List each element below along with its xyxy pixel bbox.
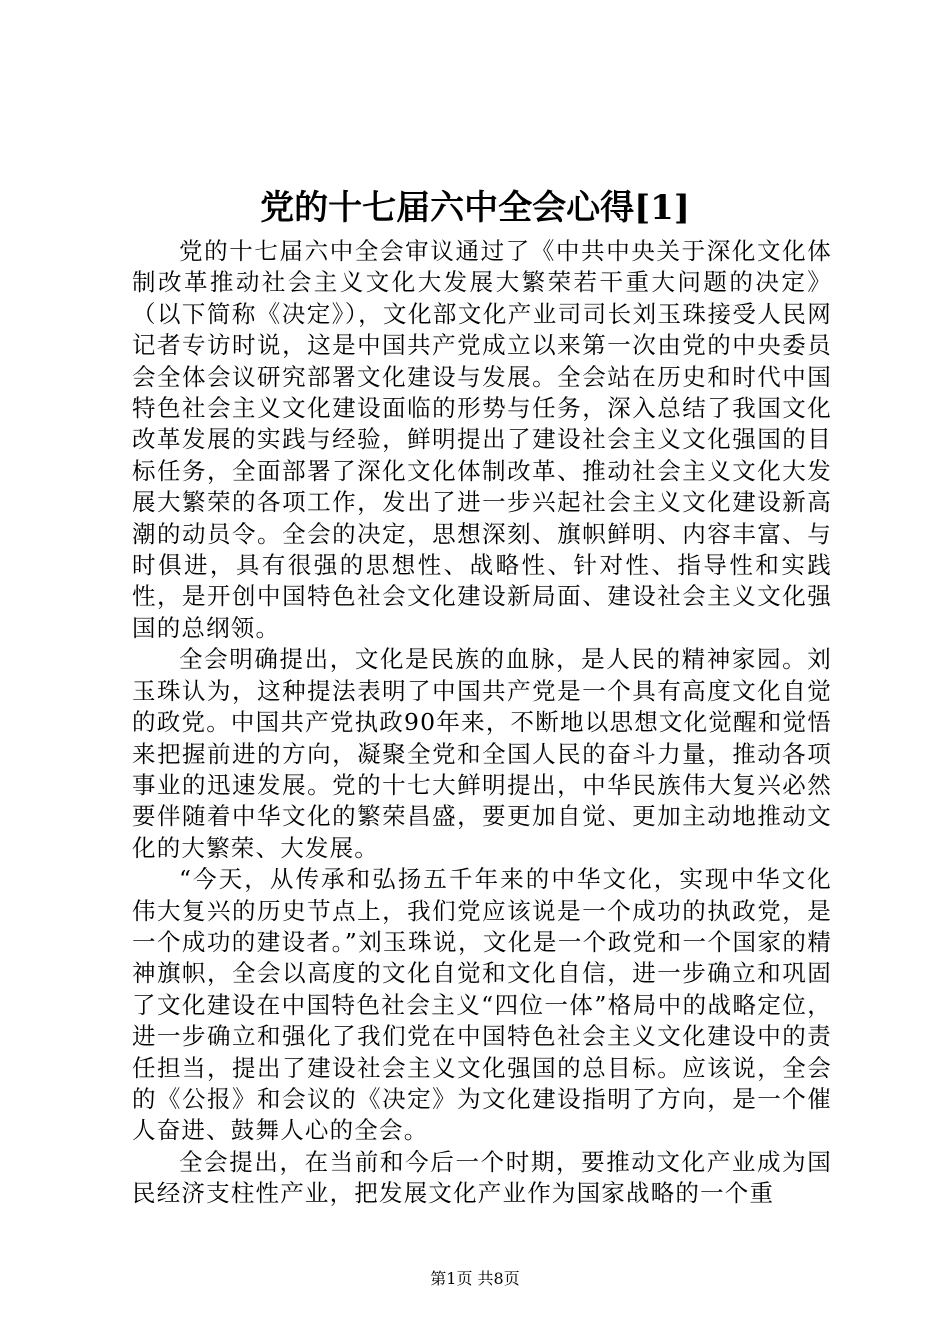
page-footer: 第1页 共8页 [430, 1269, 520, 1288]
paragraph-3: “今天，从传承和弘扬五千年来的中华文化，实现中华文化伟大复兴的历史节点上，我们党应该说是一个成功的执政党，是一个成功的建设者。”刘玉珠说，文化是一个政党和一个国家的精神旗帜，全会以高度的文化自觉和文化自信，进一步确立和巩固了文化建设在中国特色社会主义“四位一体”格局中的战略定位，进一步确立和强化了我们党在中国特色社会主义文化建设中的责任担当，提出了建设社会主义文化强国的总目标。应该说，全会的《公报》和会议的《决定》为文化建设指明了方向，是一个催人奋进、鼓舞人心的全会。 [132, 865, 832, 1145]
paragraph-2: 全会明确提出，文化是民族的血脉，是人民的精神家园。刘玉珠认为，这种提法表明了中国共产党是一个具有高度文化自觉的政党。中国共产党执政90年来，不断地以思想文化觉醒和觉悟来把握前进的方向，凝聚全党和全国人民的奋斗力量，推动各项事业的迅速发展。党的十七大鲜明提出，中华民族伟大复兴必然要伴随着中华文化的繁荣昌盛，要更加自觉、更加主动地推动文化的大繁荣、大发展。 [132, 645, 832, 862]
document-title: 党的十七届六中全会心得[1] [260, 188, 690, 228]
paragraph-4: 全会提出，在当前和今后一个时期，要推动文化产业成为国民经济支柱性产业，把发展文化产业作为国家战略的一个重 [132, 1147, 832, 1208]
paragraph-1: 党的十七届六中全会审议通过了《中共中央关于深化文化体制改革推动社会主义文化大发展大繁荣若干重大问题的决定》（以下简称《决定》），文化部文化产业司司长刘玉珠接受人民网记者专访时说，这是中国共产党成立以来第一次由党的中央委员会全体会议研究部署文化建设与发展。全会站在历史和时代中国特色社会主义文化建设面临的形势与任务，深入总结了我国文化改革发展的实践与经验，鲜明提出了建设社会主义文化强国的目标任务，全面部署了深化文化体制改革、推动社会主义文化大发展大繁荣的各项工作，发出了进一步兴起社会主义文化建设新高潮的动员令。全会的决定，思想深刻、旗帜鲜明、内容丰富、与时俱进，具有很强的思想性、战略性、针对性、指导性和实践性，是开创中国特色社会文化建设新局面、建设社会主义文化强国的总纲领。 [132, 237, 832, 642]
document-body [132, 236, 832, 1210]
